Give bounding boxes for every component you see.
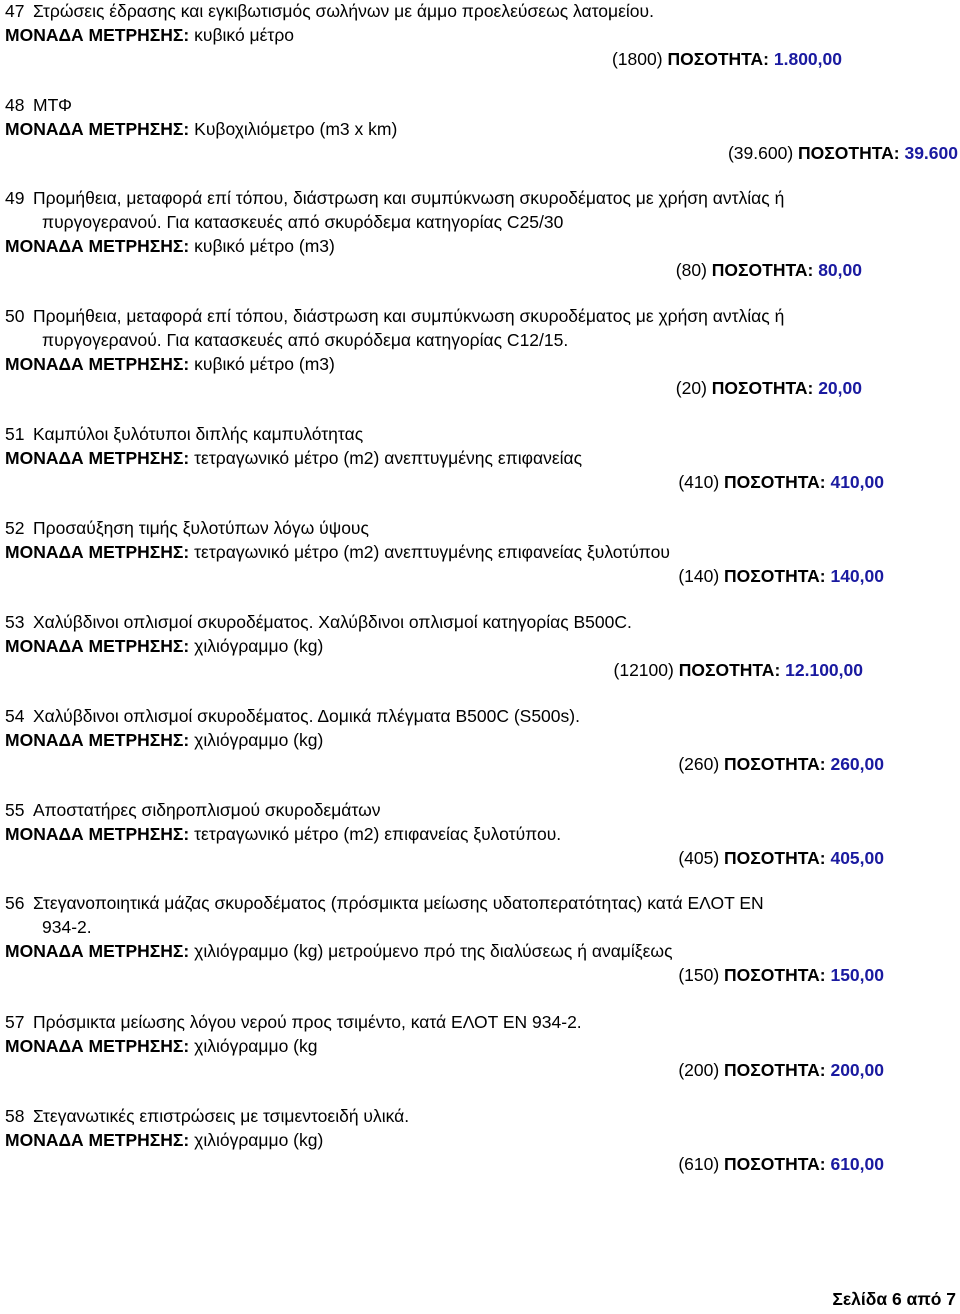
item-number: 47 xyxy=(5,1,25,21)
quantity-value: 610,00 xyxy=(830,1154,884,1174)
unit-value: χιλιόγραμμο (kg) xyxy=(194,1130,324,1150)
quantity-value: 200,00 xyxy=(830,1060,884,1080)
item-description-line xyxy=(5,1011,582,1033)
quantity-value: 12.100,00 xyxy=(785,660,863,680)
unit-label: ΜΟΝΑΔΑ ΜΕΤΡΗΣΗΣ: xyxy=(5,25,190,45)
item-description-line xyxy=(5,892,764,914)
item-description: πυργογερανού. Για κατασκευές από σκυρόδεμα κατηγορίας C12/15. xyxy=(42,330,569,350)
unit-line xyxy=(5,353,335,375)
unit-label: ΜΟΝΑΔΑ ΜΕΤΡΗΣΗΣ: xyxy=(5,354,190,374)
item-description: Αποστατήρες σιδηροπλισμού σκυροδεμάτων xyxy=(33,800,381,820)
unit-value: Κυβοχιλιόμετρο (m3 x km) xyxy=(194,119,398,139)
item-description-line xyxy=(5,94,72,116)
quantity-line xyxy=(612,48,842,70)
quantity-line xyxy=(678,1153,884,1175)
item-description-line xyxy=(5,423,363,445)
quantity-line xyxy=(678,471,884,493)
quantity-line xyxy=(614,659,863,681)
quantity-value: 80,00 xyxy=(818,260,862,280)
unit-line xyxy=(5,1035,317,1057)
quantity-label: ΠΟΣΟΤΗΤΑ: xyxy=(724,1154,831,1174)
unit-label: ΜΟΝΑΔΑ ΜΕΤΡΗΣΗΣ: xyxy=(5,1036,190,1056)
unit-value: χιλιόγραμμο (kg xyxy=(194,1036,318,1056)
quantity-code: (410) xyxy=(678,472,720,492)
quantity-line xyxy=(678,1059,884,1081)
unit-value: χιλιόγραμμο (kg) xyxy=(194,730,324,750)
item-number: 53 xyxy=(5,612,25,632)
unit-line xyxy=(5,635,323,657)
quantity-label: ΠΟΣΟΤΗΤΑ: xyxy=(724,1060,831,1080)
quantity-value: 20,00 xyxy=(818,378,862,398)
unit-label: ΜΟΝΑΔΑ ΜΕΤΡΗΣΗΣ: xyxy=(5,824,190,844)
unit-value: κυβικό μέτρο xyxy=(194,25,295,45)
item-description: Προμήθεια, μεταφορά επί τόπου, διάστρωση και συμπύκνωση σκυροδέματος με χρήση αντλίας ή xyxy=(33,188,785,208)
item-number: 48 xyxy=(5,95,25,115)
item-description: Στρώσεις έδρασης και εγκιβωτισμός σωλήνων με άμμο προελεύσεως λατομείου. xyxy=(33,1,654,21)
quantity-label: ΠΟΣΟΤΗΤΑ: xyxy=(724,472,831,492)
item-description-line xyxy=(5,799,381,821)
unit-label: ΜΟΝΑΔΑ ΜΕΤΡΗΣΗΣ: xyxy=(5,636,190,656)
item-number: 49 xyxy=(5,188,25,208)
quantity-label: ΠΟΣΟΤΗΤΑ: xyxy=(798,143,905,163)
item-description: Χαλύβδινοι οπλισμοί σκυροδέματος. Χαλύβδινοι οπλισμοί κατηγορίας B500C. xyxy=(33,612,632,632)
item-description-line xyxy=(5,187,784,209)
unit-value: τετραγωνικό μέτρο (m2) ανεπτυγμένης επιφανείας ξυλοτύπου xyxy=(194,542,670,562)
item-description-line xyxy=(5,517,369,539)
unit-line xyxy=(5,447,582,469)
item-description-line xyxy=(5,1105,409,1127)
unit-value: χιλιόγραμμο (kg) xyxy=(194,636,324,656)
quantity-line xyxy=(678,753,884,775)
quantity-value: 150,00 xyxy=(830,965,884,985)
item-number: 57 xyxy=(5,1012,25,1032)
item-number: 50 xyxy=(5,306,25,326)
unit-line xyxy=(5,24,294,46)
quantity-code: (150) xyxy=(678,965,720,985)
quantity-label: ΠΟΣΟΤΗΤΑ: xyxy=(678,660,786,680)
quantity-code: (1800) xyxy=(611,49,663,69)
item-description-line xyxy=(5,305,784,327)
item-description: ΜΤΦ xyxy=(33,95,72,115)
unit-value: τετραγωνικό μέτρο (m2) επιφανείας ξυλοτύπου. xyxy=(194,824,562,844)
item-description: 934-2. xyxy=(42,917,92,937)
quantity-code: (140) xyxy=(678,566,720,586)
quantity-label: ΠΟΣΟΤΗΤΑ: xyxy=(711,260,819,280)
item-number: 52 xyxy=(5,518,25,538)
item-number: 51 xyxy=(5,424,25,444)
item-description: Προμήθεια, μεταφορά επί τόπου, διάστρωση και συμπύκνωση σκυροδέματος με χρήση αντλίας ή xyxy=(33,306,785,326)
page-footer: Σελίδα 6 από 7 xyxy=(832,1289,956,1309)
unit-line xyxy=(5,823,561,845)
quantity-label: ΠΟΣΟΤΗΤΑ: xyxy=(724,566,831,586)
quantity-line xyxy=(678,847,884,869)
unit-line xyxy=(5,118,397,140)
item-description: Προσαύξηση τιμής ξυλοτύπων λόγω ύψους xyxy=(33,518,369,538)
item-description: Πρόσμικτα μείωσης λόγου νερού προς τσιμέντο, κατά ΕΛΟΤ ΕΝ 934-2. xyxy=(33,1012,582,1032)
item-description: Καμπύλοι ξυλότυποι διπλής καμπυλότητας xyxy=(33,424,364,444)
quantity-value: 140,00 xyxy=(830,566,884,586)
quantity-code: (200) xyxy=(678,1060,720,1080)
item-description: Χαλύβδινοι οπλισμοί σκυροδέματος. Δομικά πλέγματα B500C (S500s). xyxy=(33,706,580,726)
quantity-label: ΠΟΣΟΤΗΤΑ: xyxy=(724,965,831,985)
unit-line xyxy=(5,235,335,257)
item-number: 58 xyxy=(5,1106,25,1126)
item-description-line xyxy=(5,611,632,633)
item-description: πυργογερανού. Για κατασκευές από σκυρόδεμα κατηγορίας C25/30 xyxy=(42,212,564,232)
unit-label: ΜΟΝΑΔΑ ΜΕΤΡΗΣΗΣ: xyxy=(5,542,190,562)
unit-label: ΜΟΝΑΔΑ ΜΕΤΡΗΣΗΣ: xyxy=(5,119,190,139)
unit-line xyxy=(5,940,673,962)
quantity-code: (12100) xyxy=(613,660,674,680)
quantity-value: 39.600 xyxy=(904,143,958,163)
quantity-line xyxy=(676,259,862,281)
quantity-line xyxy=(678,964,884,986)
item-description-line xyxy=(5,705,580,727)
item-number: 55 xyxy=(5,800,25,820)
unit-label: ΜΟΝΑΔΑ ΜΕΤΡΗΣΗΣ: xyxy=(5,448,190,468)
quantity-code: (610) xyxy=(678,1154,720,1174)
quantity-label: ΠΟΣΟΤΗΤΑ: xyxy=(724,848,831,868)
unit-value: τετραγωνικό μέτρο (m2) ανεπτυγμένης επιφανείας xyxy=(194,448,583,468)
quantity-line xyxy=(728,142,958,164)
item-number: 54 xyxy=(5,706,25,726)
item-description: Στεγανοποιητικά μάζας σκυροδέματος (πρόσμικτα μείωσης υδατοπερατότητας) κατά ΕΛΟΤ ΕΝ xyxy=(33,893,764,913)
quantity-code: (260) xyxy=(678,754,720,774)
quantity-value: 410,00 xyxy=(830,472,884,492)
item-description-line xyxy=(5,211,563,233)
quantity-line xyxy=(678,565,884,587)
unit-value: κυβικό μέτρο (m3) xyxy=(194,354,335,374)
unit-label: ΜΟΝΑΔΑ ΜΕΤΡΗΣΗΣ: xyxy=(5,1130,190,1150)
item-description-line xyxy=(5,916,92,938)
quantity-code: (39.600) xyxy=(727,143,794,163)
quantity-code: (405) xyxy=(678,848,720,868)
unit-line xyxy=(5,1129,323,1151)
item-description: Στεγανωτικές επιστρώσεις με τσιμεντοειδή υλικά. xyxy=(33,1106,410,1126)
quantity-value: 1.800,00 xyxy=(773,49,842,69)
item-number: 56 xyxy=(5,893,25,913)
quantity-label: ΠΟΣΟΤΗΤΑ: xyxy=(711,378,819,398)
quantity-code: (20) xyxy=(675,378,707,398)
item-description-line xyxy=(5,329,568,351)
item-description-line xyxy=(5,0,654,22)
unit-label: ΜΟΝΑΔΑ ΜΕΤΡΗΣΗΣ: xyxy=(5,941,190,961)
quantity-label: ΠΟΣΟΤΗΤΑ: xyxy=(667,49,774,69)
unit-line xyxy=(5,541,670,563)
quantity-value: 405,00 xyxy=(830,848,884,868)
quantity-label: ΠΟΣΟΤΗΤΑ: xyxy=(724,754,831,774)
quantity-line xyxy=(676,377,862,399)
quantity-code: (80) xyxy=(675,260,707,280)
unit-label: ΜΟΝΑΔΑ ΜΕΤΡΗΣΗΣ: xyxy=(5,236,190,256)
unit-line xyxy=(5,729,323,751)
unit-value: κυβικό μέτρο (m3) xyxy=(194,236,335,256)
quantity-value: 260,00 xyxy=(830,754,884,774)
unit-label: ΜΟΝΑΔΑ ΜΕΤΡΗΣΗΣ: xyxy=(5,730,190,750)
unit-value: χιλιόγραμμο (kg) μετρούμενο πρό της διαλύσεως ή αναμίξεως xyxy=(194,941,673,961)
